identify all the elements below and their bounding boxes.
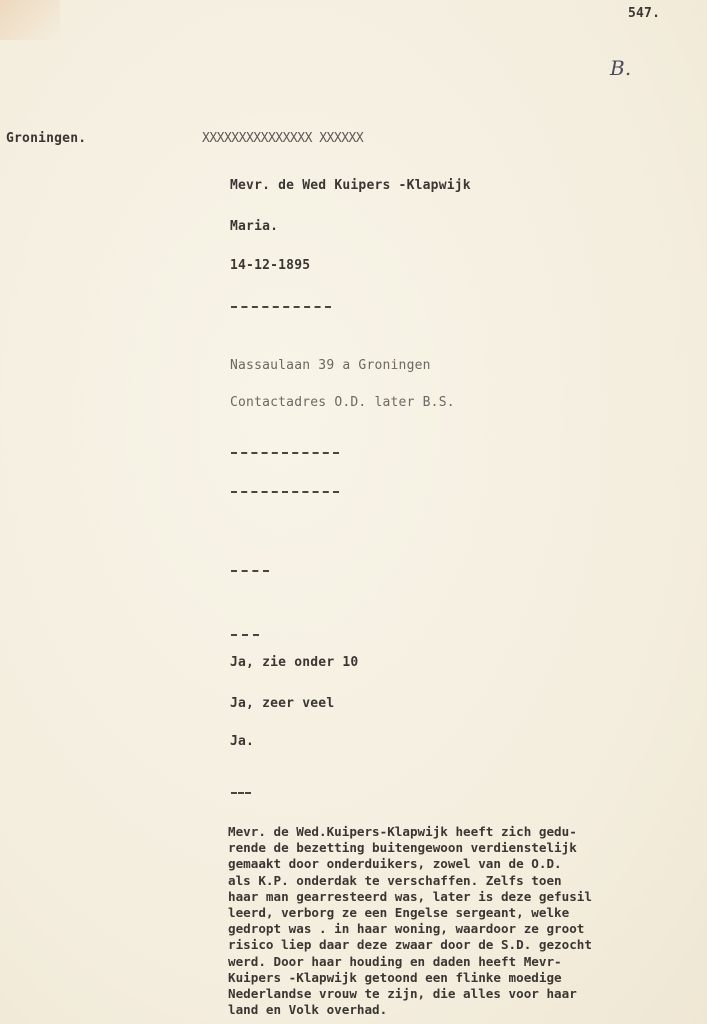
paragraph-line: land en Volk overhad. [228, 1002, 388, 1018]
testimony-paragraph [228, 824, 706, 1018]
birth-date: 14-12-1895 [230, 258, 311, 273]
answer-1: Ja, zie onder 10 [230, 655, 359, 670]
handwritten-mark: B. [610, 56, 632, 80]
paragraph-line: werd. Door haar houding en daden heeft Mevr- [228, 953, 562, 969]
struck-out-text: XXXXXXXXXXXXXXX XXXXXX [202, 131, 364, 146]
paragraph-line: gedropt was . in haar woning, waardoor ze groot [228, 921, 585, 937]
city-label: Groningen. [6, 131, 87, 146]
dash-separator [231, 570, 269, 572]
address: Nassaulaan 39 a Groningen [230, 358, 431, 373]
paragraph-line: haar man gearresteerd was, later is deze gefusil [228, 888, 592, 904]
person-name: Mevr. de Wed Kuipers -Klapwijk [230, 178, 471, 193]
paragraph-line: risico liep daar deze zwaar door de S.D. gezocht [228, 937, 592, 953]
answer-2: Ja, zeer veel [230, 696, 335, 711]
dash-separator [231, 306, 331, 308]
paragraph-line: Nederlandse vrouw te zijn, die alles voor haar [228, 986, 577, 1002]
paragraph-line: rende de bezetting buitengewoon verdienstelijk [228, 840, 577, 856]
contact-note: Contactadres O.D. later B.S. [230, 395, 455, 410]
dash-separator [231, 792, 251, 794]
paragraph-line: gemaakt door onderduikers, zowel van de O.D. [228, 856, 562, 872]
dash-separator [231, 634, 259, 636]
paragraph-line: Kuipers -Klapwijk getoond een flinke moedige [228, 969, 562, 985]
answer-3: Ja. [230, 734, 255, 749]
dash-separator [231, 452, 339, 454]
paragraph-line: leerd, verborg ze een Engelse sergeant, welke [228, 905, 570, 921]
page-number: 547. [628, 6, 661, 21]
paragraph-line: Mevr. de Wed.Kuipers-Klapwijk heeft zich gedu- [228, 824, 577, 839]
paragraph-line: als K.P. onderdak te verschaffen. Zelfs toen [228, 872, 562, 888]
given-name: Maria. [230, 219, 279, 234]
dash-separator [231, 491, 339, 493]
